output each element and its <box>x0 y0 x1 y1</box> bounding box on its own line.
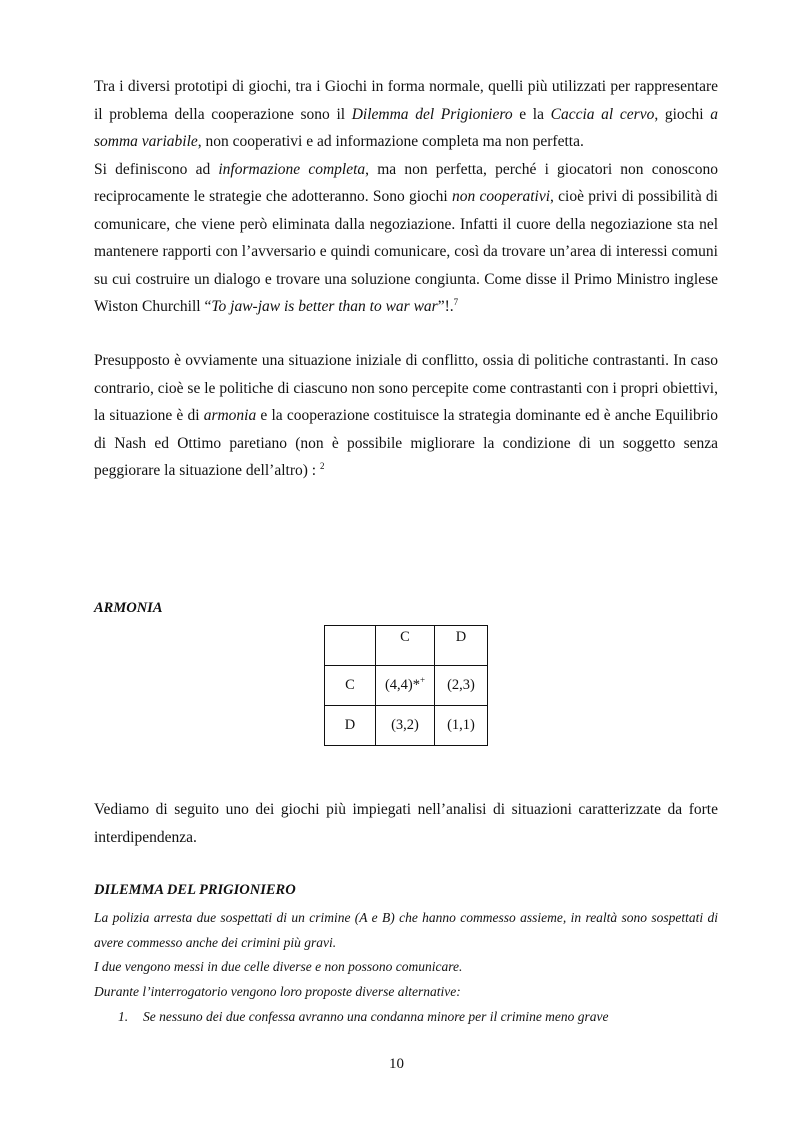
text-run: e la cooperazione costituisce la strategia dominante ed è anche Equilibrio di Nash ed Ottimo paretiano (non è possibile migliorare la condizione di un soggetto senza peggiorare la situazione dell’altro) : <box>94 407 718 479</box>
italic-term: informazione completa <box>218 160 366 178</box>
payoff-cell: (1,1) <box>435 706 488 746</box>
text-run: , giochi <box>654 105 711 123</box>
text-run: Tra i diversi prototipi di giochi, tra i Giochi in forma normale, quelli più utilizzati per rappresentare il problema della cooperazione sono il <box>94 78 718 123</box>
armonia-heading: ARMONIA <box>94 600 163 616</box>
payoff-cell: (2,3) <box>435 666 488 706</box>
italic-term: Dilemma del Prigioniero <box>351 105 513 123</box>
payoff-header-row <box>325 626 488 666</box>
payoff-row-header: D <box>325 706 376 746</box>
paragraph-transition: Vediamo di seguito uno dei giochi più impiegati nell’analisi di situazioni caratterizzate da forte interdipendenza. <box>94 801 718 846</box>
dilemma-description <box>94 906 718 1004</box>
text-run: , ma non perfetta, perché i giocatori non conoscono reciprocamente le strategie che adotteranno. Sono giochi <box>94 160 719 205</box>
payoff-row-header: C <box>325 666 376 706</box>
armonia-payoff-matrix <box>324 625 488 746</box>
page-number: 10 <box>389 1056 404 1072</box>
paragraph-intro <box>94 73 718 321</box>
italic-quote: To jaw-jaw is better than to war war <box>211 298 438 315</box>
dilemma-line: I due vengono messi in due celle diverse e non possono comunicare. <box>94 959 463 974</box>
dilemma-line: Durante l’interrogatorio vengono loro proposte diverse alternative: <box>94 983 461 999</box>
payoff-cell <box>376 666 435 706</box>
text-run: ”!. <box>437 298 454 315</box>
italic-term: armonia <box>203 407 257 424</box>
payoff-row <box>325 666 488 706</box>
italic-term: a somma variabile <box>94 105 719 150</box>
payoff-row <box>325 706 488 746</box>
payoff-cell: (3,2) <box>376 706 435 746</box>
payoff-col-header: C <box>376 626 435 666</box>
italic-term: non cooperativi <box>451 188 551 205</box>
text-run: Presupposto è ovviamente una situazione iniziale di conflitto, ossia di politiche contrastanti. In caso contrario, cioè se le politiche di ciascuno non sono percepite come contrastanti con i propri obiettivi, la situazione è di <box>94 352 718 424</box>
dilemma-list-item <box>118 1009 609 1025</box>
paragraph-harmony <box>94 347 718 485</box>
payoff-corner-cell <box>325 626 376 666</box>
payoff-col-header: D <box>435 626 488 666</box>
footnote-ref[interactable]: 2 <box>319 460 325 471</box>
payoff-value: (4,4)* <box>384 677 420 693</box>
payoff-mark: + <box>419 675 426 686</box>
list-text: Se nessuno dei due confessa avranno una condanna minore per il crimine meno grave <box>143 1009 609 1024</box>
dilemma-line: La polizia arresta due sospettati di un crimine (A e B) che hanno commesso assieme, in realtà sono sospettati di avere commesso anche dei crimini più gravi. <box>94 910 718 950</box>
list-number: 1. <box>118 1009 129 1024</box>
italic-term: Caccia al cervo <box>550 105 655 123</box>
text-run: , cioè privi di possibilità di comunicare, che viene però eliminata dalla negoziazione. Infatti il cuore della negoziazione sta nel mantenere rapporti con l’avversario e quindi comunicare, così da trovare un’area di interessi comuni su cui costruire un dialogo e trovare una soluzione congiunta. Come disse il Primo Ministro inglese Wiston Churchill “ <box>94 188 718 315</box>
dilemma-heading: DILEMMA DEL PRIGIONIERO <box>94 882 296 898</box>
text-run: , non cooperativi e ad informazione completa ma non perfetta. <box>197 133 584 150</box>
footnote-ref[interactable]: 7 <box>453 296 459 307</box>
text-run: Si definiscono ad <box>94 160 219 178</box>
text-run: e la <box>512 105 551 123</box>
